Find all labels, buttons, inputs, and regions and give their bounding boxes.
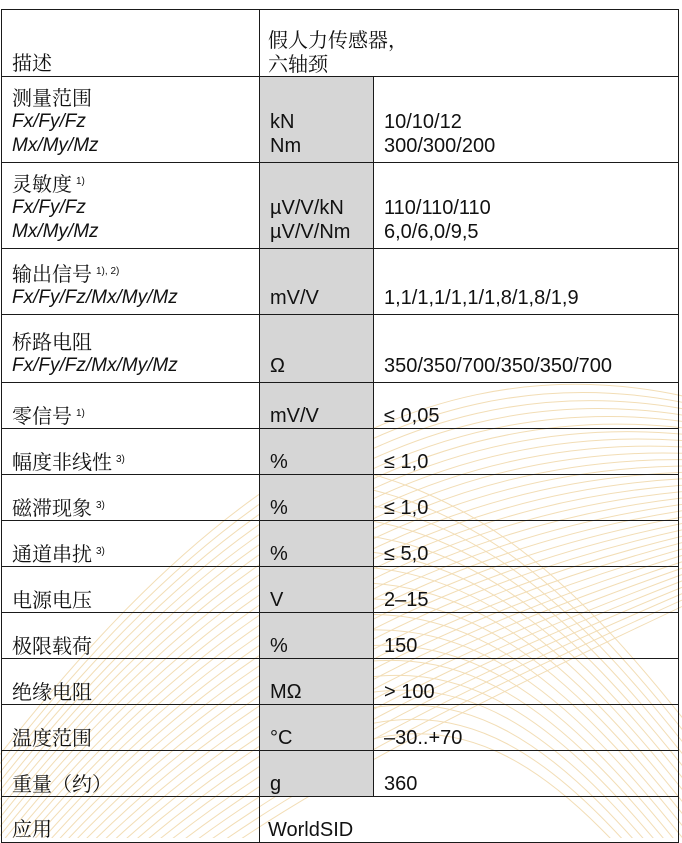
- footnote-marker: 1): [76, 408, 85, 419]
- header-value-line2: 六轴颈: [268, 52, 328, 76]
- spec-unit: °C: [270, 727, 293, 749]
- spec-label-cell: [2, 659, 260, 705]
- spec-unit: %: [270, 543, 288, 565]
- spec-row: [2, 77, 679, 163]
- spec-unit: mV/V: [270, 287, 319, 309]
- spec-unit-cell: [260, 77, 374, 163]
- spec-value-cell: [374, 163, 679, 249]
- footer-row: [2, 797, 679, 843]
- spec-unit-cell: [260, 567, 374, 613]
- spec-title: 极限载荷: [12, 634, 92, 658]
- spec-label-cell: [2, 315, 260, 383]
- spec-sub-label: Fx/Fy/Fz/Mx/My/Mz: [12, 287, 178, 308]
- spec-unit-cell: [260, 383, 374, 429]
- spec-value: 110/110/110: [384, 197, 491, 219]
- header-value-cell: [260, 10, 679, 77]
- spec-value: 10/10/12: [384, 111, 462, 133]
- spec-value: 2–15: [384, 589, 429, 611]
- spec-label-cell: [2, 751, 260, 797]
- spec-unit: µV/V/Nm: [270, 221, 351, 243]
- spec-unit: %: [270, 451, 288, 473]
- spec-value-cell: [374, 567, 679, 613]
- spec-row: [2, 613, 679, 659]
- spec-row: [2, 751, 679, 797]
- spec-title: 灵敏度: [12, 172, 72, 196]
- spec-value: ≤ 1,0: [384, 451, 429, 473]
- spec-value: 150: [384, 635, 418, 657]
- spec-row: [2, 521, 679, 567]
- footer-label: 应用: [12, 817, 52, 841]
- spec-value: 1,1/1,1/1,1/1,8/1,8/1,9: [384, 287, 579, 309]
- spec-title: 电源电压: [12, 588, 92, 612]
- spec-title: 磁滞现象: [12, 496, 92, 520]
- spec-value: 350/350/700/350/350/700: [384, 355, 612, 377]
- header-row: [2, 10, 679, 77]
- spec-unit: g: [270, 773, 282, 795]
- spec-label-cell: [2, 383, 260, 429]
- spec-sub-label: Fx/Fy/Fz/Mx/My/Mz: [12, 355, 178, 376]
- spec-sub-label: Mx/My/Mz: [12, 221, 99, 242]
- footer-label-cell: [2, 797, 260, 843]
- spec-sub-label: Fx/Fy/Fz: [12, 197, 86, 218]
- spec-value-cell: [374, 475, 679, 521]
- spec-unit-cell: [260, 659, 374, 705]
- spec-value-cell: [374, 315, 679, 383]
- spec-unit-cell: [260, 521, 374, 567]
- spec-label-cell: [2, 613, 260, 659]
- spec-value: 360: [384, 773, 418, 795]
- spec-unit: µV/V/kN: [270, 197, 344, 219]
- spec-label-cell: [2, 705, 260, 751]
- spec-table: [1, 9, 679, 843]
- spec-title: 测量范围: [12, 86, 92, 110]
- spec-label-cell: [2, 521, 260, 567]
- spec-row: [2, 475, 679, 521]
- spec-row: [2, 659, 679, 705]
- spec-value-cell: [374, 613, 679, 659]
- spec-unit-cell: [260, 613, 374, 659]
- footnote-marker: 1): [76, 176, 85, 187]
- spec-value-cell: [374, 751, 679, 797]
- spec-unit-cell: [260, 705, 374, 751]
- spec-value: –30..+70: [384, 727, 463, 749]
- spec-title: 温度范围: [12, 726, 92, 750]
- spec-value: ≤ 0,05: [384, 405, 440, 427]
- spec-unit: %: [270, 497, 288, 519]
- footer-value-cell: [260, 797, 679, 843]
- spec-unit: %: [270, 635, 288, 657]
- spec-label-cell: [2, 163, 260, 249]
- spec-sub-label: Fx/Fy/Fz: [12, 111, 86, 132]
- spec-title: 通道串扰: [12, 542, 92, 566]
- spec-value: ≤ 5,0: [384, 543, 429, 565]
- spec-unit-cell: [260, 429, 374, 475]
- spec-row: [2, 429, 679, 475]
- spec-value-cell: [374, 521, 679, 567]
- footnote-marker: 3): [96, 500, 105, 511]
- spec-title: 零信号: [12, 404, 72, 428]
- spec-label-cell: [2, 567, 260, 613]
- spec-label-cell: [2, 429, 260, 475]
- spec-row: [2, 705, 679, 751]
- spec-value-cell: [374, 659, 679, 705]
- spec-unit-cell: [260, 751, 374, 797]
- spec-title: 桥路电阻: [12, 330, 92, 354]
- spec-value-cell: [374, 77, 679, 163]
- spec-row: [2, 383, 679, 429]
- footnote-marker: 1), 2): [96, 266, 120, 277]
- spec-value: 6,0/6,0/9,5: [384, 221, 479, 243]
- spec-title: 绝缘电阻: [12, 680, 92, 704]
- spec-unit-cell: [260, 249, 374, 315]
- spec-unit: kN: [270, 111, 295, 133]
- header-label-cell: [2, 10, 260, 77]
- spec-row: [2, 249, 679, 315]
- spec-title: 输出信号: [12, 262, 92, 286]
- header-value-line1: 假人力传感器，: [268, 28, 408, 52]
- spec-row: [2, 567, 679, 613]
- spec-label-cell: [2, 77, 260, 163]
- spec-unit: V: [270, 589, 284, 611]
- spec-label-cell: [2, 475, 260, 521]
- spec-unit: Nm: [270, 135, 302, 157]
- spec-value-cell: [374, 429, 679, 475]
- spec-unit: mV/V: [270, 405, 319, 427]
- header-label: 描述: [12, 51, 52, 75]
- spec-unit-cell: [260, 163, 374, 249]
- spec-title: 重量（约）: [12, 772, 112, 796]
- spec-value-cell: [374, 383, 679, 429]
- spec-value: 300/300/200: [384, 135, 496, 157]
- spec-title: 幅度非线性: [12, 450, 112, 474]
- footer-value: WorldSID: [268, 819, 354, 841]
- spec-unit: Ω: [270, 355, 285, 377]
- spec-unit: MΩ: [270, 681, 302, 703]
- spec-unit-cell: [260, 475, 374, 521]
- spec-row: [2, 163, 679, 249]
- spec-value: > 100: [384, 681, 435, 703]
- spec-unit-cell: [260, 315, 374, 383]
- spec-label-cell: [2, 249, 260, 315]
- footnote-marker: 3): [96, 546, 105, 557]
- footnote-marker: 3): [116, 454, 125, 465]
- spec-value-cell: [374, 705, 679, 751]
- spec-sub-label: Mx/My/Mz: [12, 135, 99, 156]
- spec-row: [2, 315, 679, 383]
- spec-value-cell: [374, 249, 679, 315]
- spec-value: ≤ 1,0: [384, 497, 429, 519]
